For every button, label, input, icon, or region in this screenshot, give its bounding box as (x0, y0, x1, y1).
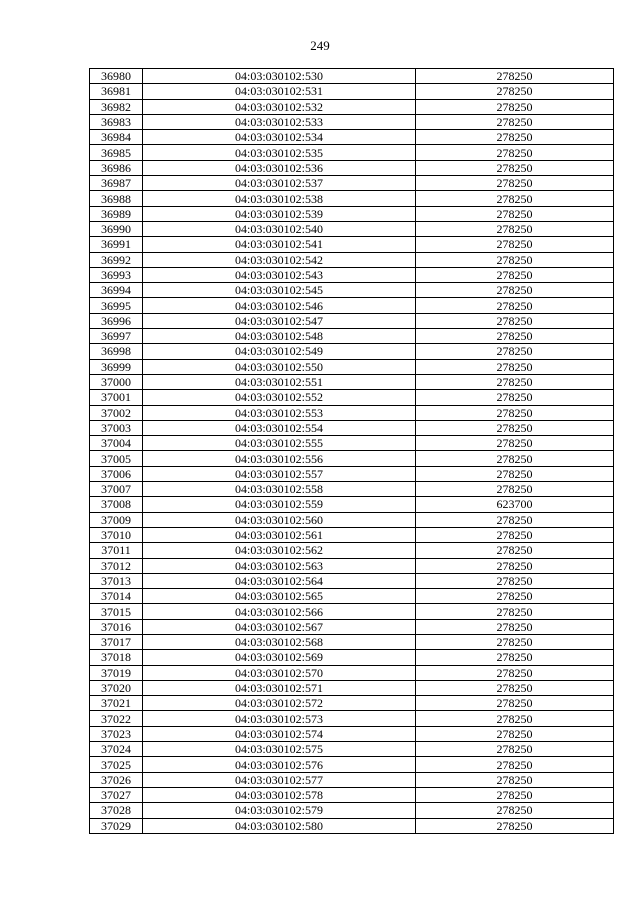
cadastral-number-cell: 04:03:030102:533 (143, 114, 416, 129)
row-number-cell: 37013 (90, 573, 143, 588)
value-cell: 278250 (416, 604, 614, 619)
row-number-cell: 37000 (90, 374, 143, 389)
row-number-cell: 37014 (90, 589, 143, 604)
table-row (90, 298, 614, 313)
row-number-cell: 36995 (90, 298, 143, 313)
table-row (90, 482, 614, 497)
value-cell: 278250 (416, 69, 614, 84)
value-cell: 278250 (416, 818, 614, 833)
value-cell: 278250 (416, 191, 614, 206)
table-row (90, 130, 614, 145)
registry-table-body (90, 69, 614, 834)
cadastral-number-cell: 04:03:030102:547 (143, 313, 416, 328)
value-cell: 278250 (416, 114, 614, 129)
row-number-cell: 36986 (90, 160, 143, 175)
value-cell: 278250 (416, 634, 614, 649)
cadastral-number-cell: 04:03:030102:573 (143, 711, 416, 726)
row-number-cell: 37021 (90, 696, 143, 711)
table-row (90, 359, 614, 374)
value-cell: 278250 (416, 619, 614, 634)
table-row (90, 589, 614, 604)
cadastral-number-cell: 04:03:030102:549 (143, 344, 416, 359)
page-number: 249 (310, 38, 330, 53)
cadastral-number-cell: 04:03:030102:540 (143, 221, 416, 236)
row-number-cell: 36999 (90, 359, 143, 374)
cadastral-number-cell: 04:03:030102:563 (143, 558, 416, 573)
value-cell: 278250 (416, 573, 614, 588)
value-cell: 278250 (416, 527, 614, 542)
cadastral-number-cell: 04:03:030102:530 (143, 69, 416, 84)
table-row (90, 451, 614, 466)
table-row (90, 497, 614, 512)
row-number-cell: 36998 (90, 344, 143, 359)
cadastral-number-cell: 04:03:030102:541 (143, 237, 416, 252)
row-number-cell: 37026 (90, 772, 143, 787)
value-cell: 278250 (416, 436, 614, 451)
value-cell: 278250 (416, 742, 614, 757)
table-row (90, 374, 614, 389)
row-number-cell: 36981 (90, 84, 143, 99)
cadastral-number-cell: 04:03:030102:564 (143, 573, 416, 588)
row-number-cell: 37011 (90, 543, 143, 558)
row-number-cell: 37028 (90, 803, 143, 818)
cadastral-number-cell: 04:03:030102:553 (143, 405, 416, 420)
table-row (90, 114, 614, 129)
value-cell: 278250 (416, 420, 614, 435)
table-row (90, 176, 614, 191)
cadastral-number-cell: 04:03:030102:531 (143, 84, 416, 99)
table-row (90, 84, 614, 99)
value-cell: 278250 (416, 252, 614, 267)
table-row (90, 69, 614, 84)
row-number-cell: 37002 (90, 405, 143, 420)
table-row (90, 665, 614, 680)
cadastral-number-cell: 04:03:030102:552 (143, 390, 416, 405)
table-row (90, 619, 614, 634)
row-number-cell: 37019 (90, 665, 143, 680)
table-row (90, 650, 614, 665)
value-cell: 278250 (416, 543, 614, 558)
value-cell: 278250 (416, 221, 614, 236)
row-number-cell: 36997 (90, 329, 143, 344)
table-row (90, 803, 614, 818)
value-cell: 278250 (416, 84, 614, 99)
cadastral-number-cell: 04:03:030102:577 (143, 772, 416, 787)
cadastral-number-cell: 04:03:030102:567 (143, 619, 416, 634)
cadastral-number-cell: 04:03:030102:578 (143, 787, 416, 802)
cadastral-number-cell: 04:03:030102:571 (143, 680, 416, 695)
row-number-cell: 37016 (90, 619, 143, 634)
row-number-cell: 37004 (90, 436, 143, 451)
table-row (90, 466, 614, 481)
value-cell: 278250 (416, 787, 614, 802)
table-row (90, 237, 614, 252)
table-row (90, 191, 614, 206)
value-cell: 278250 (416, 589, 614, 604)
table-row (90, 711, 614, 726)
cadastral-number-cell: 04:03:030102:551 (143, 374, 416, 389)
table-row (90, 145, 614, 160)
row-number-cell: 36982 (90, 99, 143, 114)
row-number-cell: 36992 (90, 252, 143, 267)
value-cell: 278250 (416, 160, 614, 175)
value-cell: 278250 (416, 482, 614, 497)
value-cell: 278250 (416, 772, 614, 787)
table-row (90, 252, 614, 267)
cadastral-number-cell: 04:03:030102:568 (143, 634, 416, 649)
table-row (90, 99, 614, 114)
value-cell: 278250 (416, 359, 614, 374)
row-number-cell: 36985 (90, 145, 143, 160)
row-number-cell: 37003 (90, 420, 143, 435)
cadastral-number-cell: 04:03:030102:537 (143, 176, 416, 191)
table-row (90, 772, 614, 787)
value-cell: 278250 (416, 329, 614, 344)
cadastral-number-cell: 04:03:030102:556 (143, 451, 416, 466)
table-row (90, 313, 614, 328)
cadastral-number-cell: 04:03:030102:542 (143, 252, 416, 267)
row-number-cell: 36993 (90, 267, 143, 282)
value-cell: 623700 (416, 497, 614, 512)
table-row (90, 436, 614, 451)
value-cell: 278250 (416, 374, 614, 389)
row-number-cell: 37009 (90, 512, 143, 527)
row-number-cell: 37027 (90, 787, 143, 802)
cadastral-number-cell: 04:03:030102:562 (143, 543, 416, 558)
cadastral-number-cell: 04:03:030102:561 (143, 527, 416, 542)
row-number-cell: 37012 (90, 558, 143, 573)
row-number-cell: 36984 (90, 130, 143, 145)
row-number-cell: 37005 (90, 451, 143, 466)
value-cell: 278250 (416, 344, 614, 359)
cadastral-number-cell: 04:03:030102:535 (143, 145, 416, 160)
row-number-cell: 37029 (90, 818, 143, 833)
row-number-cell: 36990 (90, 221, 143, 236)
table-row (90, 527, 614, 542)
row-number-cell: 37025 (90, 757, 143, 772)
table-row (90, 604, 614, 619)
row-number-cell: 37007 (90, 482, 143, 497)
table-row (90, 696, 614, 711)
cadastral-number-cell: 04:03:030102:558 (143, 482, 416, 497)
value-cell: 278250 (416, 267, 614, 282)
cadastral-number-cell: 04:03:030102:576 (143, 757, 416, 772)
cadastral-number-cell: 04:03:030102:550 (143, 359, 416, 374)
table-row (90, 634, 614, 649)
cadastral-number-cell: 04:03:030102:580 (143, 818, 416, 833)
cadastral-number-cell: 04:03:030102:543 (143, 267, 416, 282)
value-cell: 278250 (416, 558, 614, 573)
value-cell: 278250 (416, 512, 614, 527)
row-number-cell: 37022 (90, 711, 143, 726)
table-row (90, 558, 614, 573)
row-number-cell: 36989 (90, 206, 143, 221)
table-row (90, 680, 614, 695)
row-number-cell: 37020 (90, 680, 143, 695)
value-cell: 278250 (416, 680, 614, 695)
table-row (90, 344, 614, 359)
row-number-cell: 37018 (90, 650, 143, 665)
cadastral-number-cell: 04:03:030102:572 (143, 696, 416, 711)
row-number-cell: 37023 (90, 726, 143, 741)
table-row (90, 160, 614, 175)
value-cell: 278250 (416, 696, 614, 711)
row-number-cell: 37008 (90, 497, 143, 512)
cadastral-number-cell: 04:03:030102:545 (143, 283, 416, 298)
value-cell: 278250 (416, 390, 614, 405)
row-number-cell: 37017 (90, 634, 143, 649)
value-cell: 278250 (416, 237, 614, 252)
cadastral-number-cell: 04:03:030102:575 (143, 742, 416, 757)
value-cell: 278250 (416, 405, 614, 420)
row-number-cell: 36987 (90, 176, 143, 191)
table-row (90, 573, 614, 588)
table-row (90, 512, 614, 527)
cadastral-number-cell: 04:03:030102:557 (143, 466, 416, 481)
cadastral-number-cell: 04:03:030102:569 (143, 650, 416, 665)
row-number-cell: 37001 (90, 390, 143, 405)
table-row (90, 267, 614, 282)
table-row (90, 420, 614, 435)
cadastral-number-cell: 04:03:030102:536 (143, 160, 416, 175)
cadastral-number-cell: 04:03:030102:538 (143, 191, 416, 206)
value-cell: 278250 (416, 298, 614, 313)
value-cell: 278250 (416, 726, 614, 741)
value-cell: 278250 (416, 650, 614, 665)
cadastral-number-cell: 04:03:030102:546 (143, 298, 416, 313)
table-row (90, 390, 614, 405)
table-row (90, 742, 614, 757)
cadastral-number-cell: 04:03:030102:560 (143, 512, 416, 527)
row-number-cell: 36994 (90, 283, 143, 298)
cadastral-number-cell: 04:03:030102:559 (143, 497, 416, 512)
row-number-cell: 36983 (90, 114, 143, 129)
value-cell: 278250 (416, 665, 614, 680)
cadastral-number-cell: 04:03:030102:548 (143, 329, 416, 344)
value-cell: 278250 (416, 711, 614, 726)
cadastral-number-cell: 04:03:030102:570 (143, 665, 416, 680)
table-row (90, 726, 614, 741)
table-row (90, 757, 614, 772)
value-cell: 278250 (416, 145, 614, 160)
table-row (90, 818, 614, 833)
cadastral-number-cell: 04:03:030102:579 (143, 803, 416, 818)
table-row (90, 283, 614, 298)
value-cell: 278250 (416, 283, 614, 298)
row-number-cell: 37024 (90, 742, 143, 757)
cadastral-number-cell: 04:03:030102:565 (143, 589, 416, 604)
cadastral-number-cell: 04:03:030102:574 (143, 726, 416, 741)
row-number-cell: 36980 (90, 69, 143, 84)
cadastral-number-cell: 04:03:030102:554 (143, 420, 416, 435)
cadastral-number-cell: 04:03:030102:532 (143, 99, 416, 114)
value-cell: 278250 (416, 130, 614, 145)
value-cell: 278250 (416, 451, 614, 466)
value-cell: 278250 (416, 206, 614, 221)
value-cell: 278250 (416, 757, 614, 772)
table-row (90, 787, 614, 802)
row-number-cell: 36988 (90, 191, 143, 206)
table-row (90, 206, 614, 221)
value-cell: 278250 (416, 466, 614, 481)
row-number-cell: 37015 (90, 604, 143, 619)
table-row (90, 405, 614, 420)
cadastral-number-cell: 04:03:030102:566 (143, 604, 416, 619)
registry-table (89, 68, 614, 834)
table-row (90, 543, 614, 558)
value-cell: 278250 (416, 99, 614, 114)
cadastral-number-cell: 04:03:030102:539 (143, 206, 416, 221)
value-cell: 278250 (416, 803, 614, 818)
value-cell: 278250 (416, 176, 614, 191)
row-number-cell: 37010 (90, 527, 143, 542)
table-row (90, 221, 614, 236)
value-cell: 278250 (416, 313, 614, 328)
cadastral-number-cell: 04:03:030102:555 (143, 436, 416, 451)
table-row (90, 329, 614, 344)
row-number-cell: 36996 (90, 313, 143, 328)
cadastral-number-cell: 04:03:030102:534 (143, 130, 416, 145)
row-number-cell: 36991 (90, 237, 143, 252)
row-number-cell: 37006 (90, 466, 143, 481)
